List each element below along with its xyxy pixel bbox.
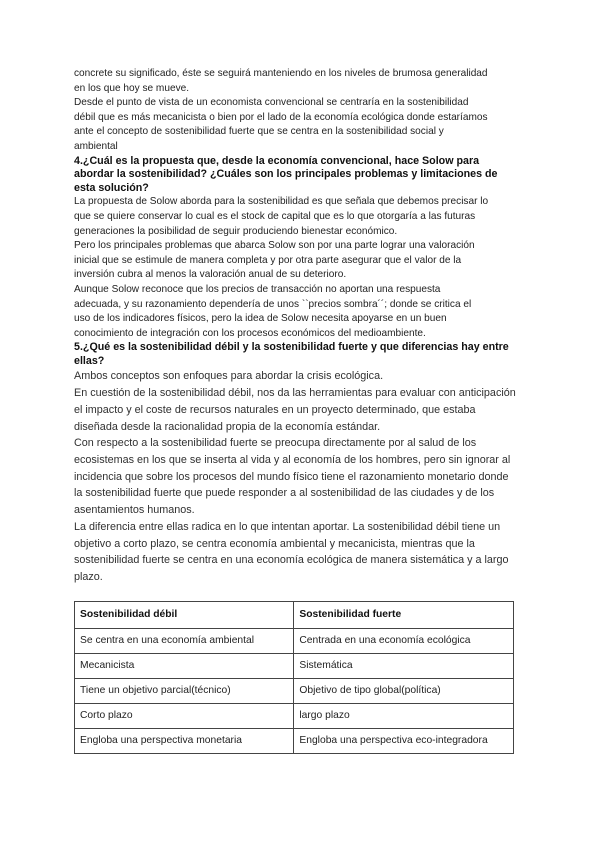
heading-line: ellas? bbox=[74, 354, 105, 367]
text-line: uso de los indicadores físicos, pero la idea de Solow necesita apoyarse en un buen bbox=[74, 313, 447, 325]
heading-line: 5.¿Qué es la sostenibilidad débil y la sostenibilidad fuerte y que diferencias hay entre bbox=[74, 341, 509, 354]
table-header-cell: Sostenibilidad fuerte bbox=[294, 601, 514, 628]
table-row bbox=[75, 653, 514, 678]
table-header-cell: Sostenibilidad débil bbox=[75, 601, 294, 628]
text-line: concrete su significado, éste se seguirá manteniendo en los niveles de brumosa generalidad bbox=[74, 68, 488, 79]
table-cell: Tiene un objetivo parcial(técnico) bbox=[75, 678, 294, 703]
text-line: Con respecto a la sostenibilidad fuerte se preocupa directamente por al salud de los bbox=[74, 437, 477, 450]
heading-line: abordar la sostenibilidad? ¿Cuáles son los principales problemas y limitaciones de bbox=[74, 168, 498, 181]
text-line: Aunque Solow reconoce que los precios de transacción no aportan una respuesta bbox=[74, 283, 441, 295]
intro-paragraphs bbox=[74, 67, 530, 155]
table-cell: Engloba una perspectiva monetaria bbox=[75, 728, 294, 753]
table-header-row bbox=[75, 601, 514, 628]
text-line: Desde el punto de vista de un economista convencional se centraría en la sostenibilidad bbox=[74, 97, 469, 109]
text-line: La propuesta de Solow aborda para la sostenibilidad es que señala que debemos precisar lo bbox=[74, 196, 489, 208]
text-line: asentamientos humanos. bbox=[74, 504, 195, 517]
comparison-table bbox=[74, 601, 514, 754]
text-line: la sostenibilidad fuerte que puede responder a al sostenibilidad de las ciudades y de los bbox=[74, 487, 495, 500]
text-line: objetivo a corto plazo, se centra economía ambiental y mecanicista, mientras que la bbox=[74, 537, 475, 550]
table-row bbox=[75, 678, 514, 703]
text-line: ambiental bbox=[74, 140, 118, 152]
question-5-heading bbox=[74, 341, 530, 368]
text-line: conocimiento de integración con los procesos económicos del medioambiente. bbox=[74, 327, 426, 339]
table-cell: Se centra en una economía ambiental bbox=[75, 628, 294, 653]
table-cell: Engloba una perspectiva eco-integradora bbox=[294, 728, 514, 753]
text-line: incidencia que sobre los procesos del mundo físico tiene el razonamiento monetario donde bbox=[74, 470, 509, 483]
heading-line: esta solución? bbox=[74, 181, 149, 194]
text-line: La diferencia entre ellas radica en lo que intentan aportar. La sostenibilidad débil tiene un bbox=[74, 520, 501, 533]
table-row bbox=[75, 628, 514, 653]
text-line: débil que es más mecanicista o bien por el lado de la economía ecológica donde estaríamos bbox=[74, 111, 488, 123]
table-row bbox=[75, 728, 514, 753]
table-cell: largo plazo bbox=[294, 703, 514, 728]
table-cell: Mecanicista bbox=[75, 653, 294, 678]
text-line: plazo. bbox=[74, 570, 103, 583]
text-line: que se quiere conservar lo cual es el stock de capital que es lo que otorgaría a las futuras bbox=[74, 210, 476, 222]
table-cell: Sistemática bbox=[294, 653, 514, 678]
text-line: En cuestión de la sostenibilidad débil, nos da las herramientas para evaluar con anticipación bbox=[74, 387, 516, 400]
text-line: ante el concepto de sostenibilidad fuerte que se centra en la sostenibilidad social y bbox=[74, 126, 444, 138]
text-line: Ambos conceptos son enfoques para abordar la crisis ecológica. bbox=[74, 370, 384, 383]
table-cell: Centrada en una economía ecológica bbox=[294, 628, 514, 653]
table-cell: Objetivo de tipo global(política) bbox=[294, 678, 514, 703]
table-row bbox=[75, 703, 514, 728]
text-line: generaciones la posibilidad de seguir produciendo bienestar económico. bbox=[74, 225, 398, 237]
text-line: adecuada, y su razonamiento dependería de unos ``precios sombra´´; donde se critica el bbox=[74, 298, 472, 310]
text-line: ecosistemas en los que se inserta al vida y al economía de los hombres, pero sin ignorar al bbox=[74, 453, 511, 466]
text-line: diseñada desde la racionalidad propia de la economía estándar. bbox=[74, 420, 381, 433]
table-cell: Corto plazo bbox=[75, 703, 294, 728]
text-line: inicial que se estimule de manera completa y por otra parte asegurar que el valor de la bbox=[74, 254, 462, 266]
question-4-heading bbox=[74, 155, 530, 196]
text-line: el impacto y el coste de recursos naturales en un proyecto determinado, que estaba bbox=[74, 403, 476, 416]
question-5-answer bbox=[74, 368, 530, 585]
text-line: inversión cubra al menos la valoración anual de su deterioro. bbox=[74, 269, 347, 281]
question-4-answer bbox=[74, 195, 530, 341]
heading-line: 4.¿Cuál es la propuesta que, desde la economía convencional, hace Solow para bbox=[74, 154, 480, 167]
text-line: en los que hoy se mueve. bbox=[74, 82, 190, 94]
text-line: Pero los principales problemas que abarca Solow son por una parte lograr una valoración bbox=[74, 240, 475, 252]
text-line: sostenibilidad fuerte se centra en una economía ecológica de manera sistemática y a largo bbox=[74, 554, 509, 567]
